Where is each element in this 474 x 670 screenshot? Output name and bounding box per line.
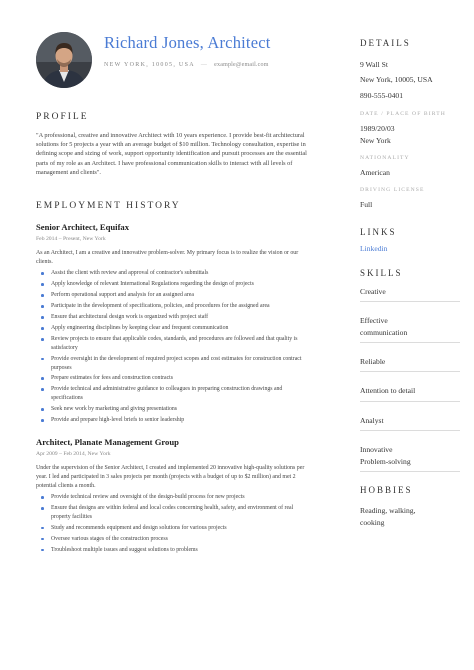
job-bullet: Ensure that designs are within federal and local codes concerning health, safety, and environment of real property facilities [36, 504, 312, 522]
links-heading: LINKS [360, 226, 397, 237]
job-entry [36, 437, 312, 555]
job-description: Under the supervision of the Senior Architect, I created and implemented 20 innovative high-quality solutions per year. I led and participated in 3 sales projects per month (projects with a budget of up to $2 million) and met 2 potential clients a month. [36, 465, 305, 490]
contact-address: NEW YORK, 10005, USA [104, 62, 195, 68]
job-bullet: Study and recommends equipment and design solutions for various projects [36, 524, 312, 533]
candidate-name: Richard Jones, Architect [104, 33, 271, 52]
skill-item [360, 415, 460, 431]
skill-name: Attention to detail [360, 386, 416, 396]
profile-photo [36, 32, 92, 88]
nationality-value: American [360, 168, 390, 178]
skill-item [360, 385, 460, 401]
job-bullet: Assist the client with review and approval of contractor's submittals [36, 269, 312, 278]
place-of-birth: New York [360, 135, 391, 145]
job-title: Senior Architect, Equifax [36, 222, 130, 233]
skill-divider [360, 430, 460, 431]
skill-divider [360, 401, 460, 402]
skill-divider [360, 471, 460, 472]
job-bullet: Review projects to ensure that applicable codes, standards, and procedures are followed and that quality is satisfactory [36, 335, 312, 353]
hobbies-text: Reading, walking, cooking [360, 506, 416, 527]
dob-label: DATE / PLACE OF BIRTH [360, 111, 446, 118]
main-column [36, 112, 312, 557]
job-bullets [36, 493, 312, 555]
skill-name: Analyst [360, 415, 384, 425]
profile-heading: PROFILE [36, 112, 89, 122]
job-date: Feb 2014 – Present, New York [36, 236, 106, 243]
skill-divider [360, 342, 460, 343]
job-bullet: Ensure that architectural design work is organized with project staff [36, 313, 312, 322]
job-bullet: Perform operational support and analysis for an assigned area [36, 291, 312, 300]
job-bullet: Participate in the development of specifications, policies, and procedures for the assigned area [36, 302, 312, 311]
skill-name: Effective communication [360, 316, 408, 337]
license-value: Full [360, 200, 373, 210]
job-bullet: Oversee various stages of the construction process [36, 535, 312, 544]
license-label: DRIVING LICENSE [360, 187, 425, 194]
skill-divider [360, 371, 460, 372]
profile-text: "A professional, creative and innovative Architect with 10 years experience. I provide best-fit architectural solutions for 5 projects a year with an average budget of $10 million. Technology consultation, expertise in defining scope and sizing of work, support opportunity identification and pursuit processes are the essential parts of my role as an Architect. I have professional communication skills to interact with all levels of management and clients". [36, 132, 307, 176]
phone-number: 890-555-0401 [360, 90, 404, 100]
employment-heading: EMPLOYMENT HISTORY [36, 201, 181, 212]
address-line-1: 9 Wall St [360, 60, 388, 69]
job-entry [36, 222, 312, 425]
hobbies-heading: HOBBIES [360, 485, 413, 496]
address-line-2: New York, 10005, USA [360, 75, 433, 85]
job-bullet: Prepare estimates for fees and construction contracts [36, 374, 312, 383]
job-date: Apr 2009 – Feb 2014, New York [36, 451, 111, 458]
linkedin-link[interactable]: Linkedin [360, 243, 388, 253]
contact-line [104, 62, 269, 68]
skill-item [360, 444, 460, 472]
skill-divider [360, 301, 460, 302]
job-bullets [36, 269, 312, 425]
job-description: As an Architect, I am a creative and innovative problem-solver. My primary focus is to realize the vision or our clients. [36, 250, 299, 266]
job-bullet: Troubleshoot multiple issues and suggest solutions to problems [36, 546, 312, 555]
skill-name: Innovative Problem-solving [360, 445, 411, 466]
sidebar [360, 38, 460, 528]
job-bullet: Seek new work by marketing and giving presentations [36, 405, 312, 414]
contact-email[interactable]: example@email.com [214, 62, 269, 68]
job-title: Architect, Planate Management Group [36, 437, 179, 448]
skill-item [360, 315, 460, 343]
job-bullet: Provide oversight in the development of required project scopes and cost estimates for construction contract purposes [36, 355, 312, 373]
skill-name: Creative [360, 286, 386, 296]
details-heading: DETAILS [360, 38, 411, 48]
skills-heading: SKILLS [360, 267, 403, 278]
job-bullet: Provide technical review and oversight of the design-build process for new projects [36, 493, 312, 502]
skill-item [360, 286, 460, 302]
job-bullet: Apply knowledge of relevant International Regulations regarding the design of projects [36, 280, 312, 289]
skill-item [360, 356, 460, 372]
skill-name: Reliable [360, 357, 386, 367]
job-bullet: Apply engineering disciplines by keeping clear and frequent communication [36, 324, 312, 333]
date-of-birth: 1989/20/03 [360, 124, 395, 134]
contact-separator: — [200, 62, 209, 68]
job-bullet: Provide and prepare high-level briefs to senior leadership [36, 416, 312, 425]
job-bullet: Provide technical and administrative guidance to colleagues in preparing construction drawings and specifications [36, 385, 312, 403]
nationality-label: NATIONALITY [360, 155, 410, 162]
